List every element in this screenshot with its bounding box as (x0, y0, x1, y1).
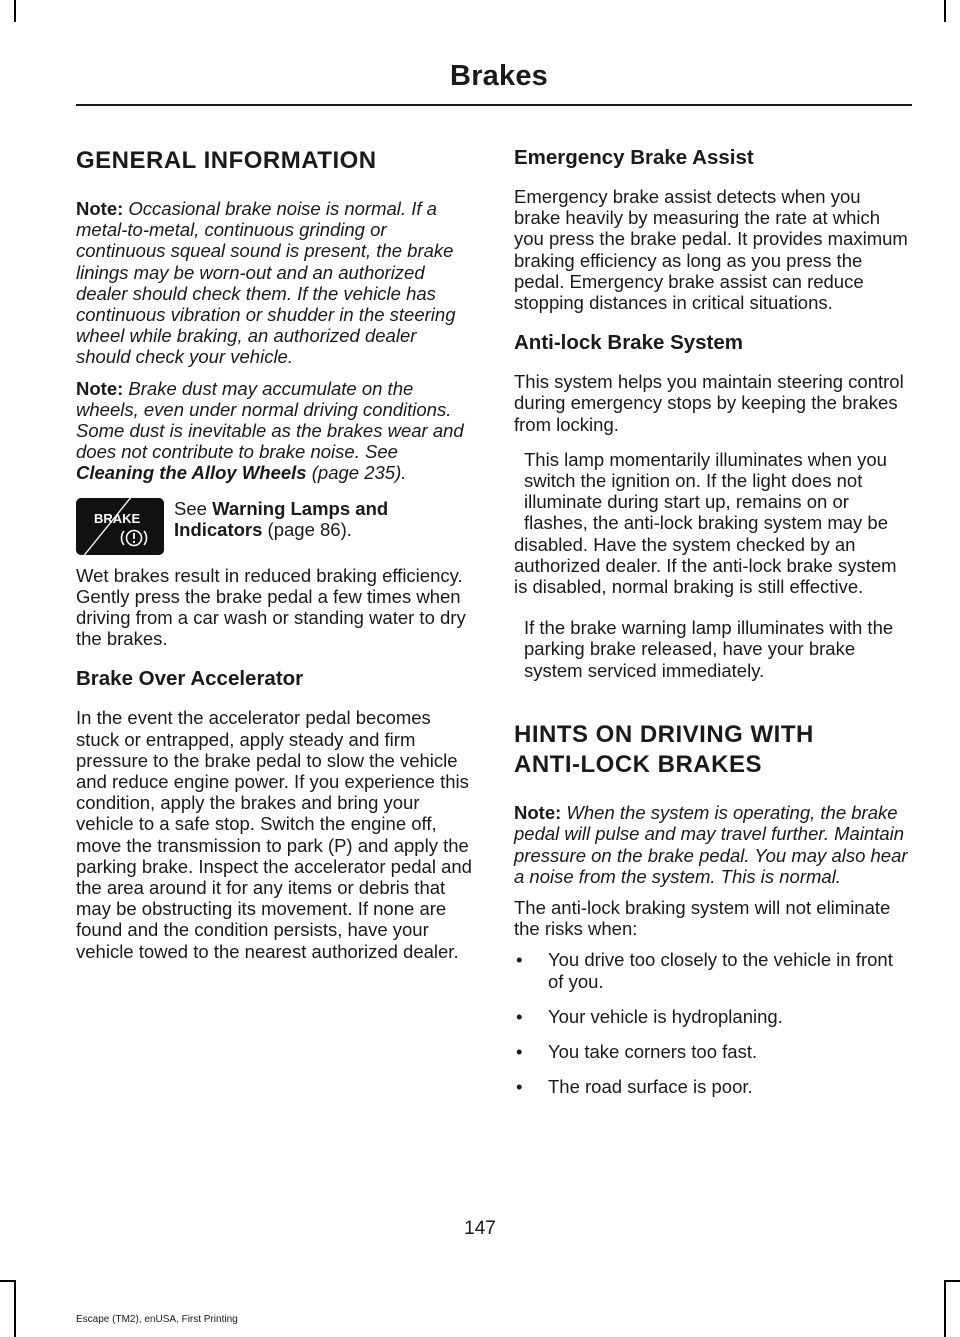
emergency-brake-assist-paragraph: Emergency brake assist detects when you brake heavily by measuring the rate at which you press the brake pedal. It provides maximum braking efficiency as long as you press the pedal. Emergency brake assist can reduce stopping distances in critical situations. (514, 186, 908, 314)
page-reference: (page 235). (306, 462, 407, 484)
crop-mark (14, 1280, 16, 1337)
note-text: Occasional brake noise is normal. If a metal-to-metal, continuous grinding or continuous squeal sound is present, the brake linings may be worn-out and an authorized dealer should check them. If the vehicle has continuous vibration or shudder in the steering wheel while braking, an authorized dealer should check your vehicle. (76, 198, 456, 368)
heading-anti-lock-brake-system: Anti-lock Brake System (514, 331, 744, 355)
note-brake-dust (76, 378, 476, 484)
heading-general-information: GENERAL INFORMATION (76, 147, 377, 174)
list-item: • You drive too closely to the vehicle in front of you. (516, 949, 893, 992)
page-number: 147 (464, 1218, 496, 1239)
left-column (76, 140, 476, 972)
risk-intro: The anti-lock braking system will not eliminate the risks when: (514, 897, 891, 940)
list-item: • Your vehicle is hydroplaning. (516, 1005, 783, 1027)
right-column (514, 140, 910, 1111)
heading-brake-over-accelerator: Brake Over Accelerator (76, 667, 304, 691)
abs-lamp-text: This lamp momentarily illuminates when you switch the ignition on. If the light does not illuminate during start up, remains on or flashes, the anti-lock braking system may be disabled. Have the system checked by an authorized dealer. If the anti-lock brake system is disabled, normal braking is still effective. (514, 448, 897, 598)
edition-footer: Escape (TM2), enUSA, First Printing (76, 1314, 238, 1325)
header-divider (76, 104, 912, 106)
brake-over-accelerator-paragraph: In the event the accelerator pedal becomes stuck or entrapped, apply steady and firm pressure to the brake pedal to slow the vehicle and reduce engine power. If you experience this condition, apply the brakes and bring your vehicle to a safe stop. Switch the engine off, move the transmission to park (P) and apply the parking brake. Inspect the accelerator pedal and the area around it for any items or debris that may be obstructing its movement. If none are found and the condition persists, have your vehicle towed to the nearest authorized dealer. (76, 707, 472, 962)
crop-mark (14, 0, 16, 22)
abs-lamp-block: ABS This lamp momentarily illuminates when you switch the ignition on. If the light does not illuminate during start up, remains on or flashes, the anti-lock braking system may be disabled. Have the system checked by an authorized dealer. If the anti-lock brake system is disabled, normal braking is still effective. (514, 448, 897, 598)
list-item: • The road surface is poor. (516, 1076, 753, 1098)
brake-warning-icon (76, 498, 164, 555)
brake-icon-label: BRAKE (94, 510, 141, 526)
note-system-operating (514, 802, 910, 887)
heading-emergency-brake-assist: Emergency Brake Assist (514, 146, 754, 169)
note-label: Note: (514, 802, 562, 824)
brake-lamp-text: If the brake warning lamp illuminates with the parking brake released, have your brake system serviced immediately. (524, 617, 894, 681)
crop-mark (944, 0, 946, 22)
crop-mark (944, 1280, 960, 1282)
lamp-reference-text: See Warning Lamps and Indicators (page 86). (174, 497, 389, 540)
wet-brakes-paragraph: Wet brakes result in reduced braking efficiency. Gently press the brake pedal a few times when driving from a car wash or standing water to dry the brakes. (76, 564, 466, 650)
note-label: Note: (76, 198, 124, 219)
note-text: When the system is operating, the brake pedal will pulse and may travel further. Maintain pressure on the brake pedal. You may also hear a noise from the system. This is normal. (514, 802, 908, 887)
page-reference: (page 86). (262, 518, 352, 540)
heading-hints-line-1: HINTS ON DRIVING WITH (514, 721, 814, 749)
list-item: • You take corners too fast. (516, 1041, 758, 1063)
note-label: Note: (76, 377, 124, 399)
note-brake-noise (76, 198, 476, 368)
page-title: Brakes (450, 60, 548, 92)
brake-lamp-reference (76, 498, 476, 555)
abs-paragraph: This system helps you maintain steering control during emergency stops by keeping the brakes from locking. (514, 371, 904, 435)
link-warning-lamps[interactable]: Warning Lamps and Indicators (174, 497, 389, 540)
link-cleaning-alloy-wheels[interactable]: Cleaning the Alloy Wheels (76, 462, 307, 484)
crop-mark (944, 1280, 946, 1337)
brake-lamp-block: BRAKE If the brake warning lamp illuminates with the parking brake released, have your brake system serviced immediately. (514, 617, 910, 682)
heading-hints-line-2: ANTI-LOCK BRAKES (514, 751, 762, 779)
risk-list (514, 949, 910, 1097)
note-text: Brake dust may accumulate on the wheels, even under normal driving conditions. Some dust is inevitable as the brakes wear and does not contribute to brake noise. See (76, 377, 464, 463)
